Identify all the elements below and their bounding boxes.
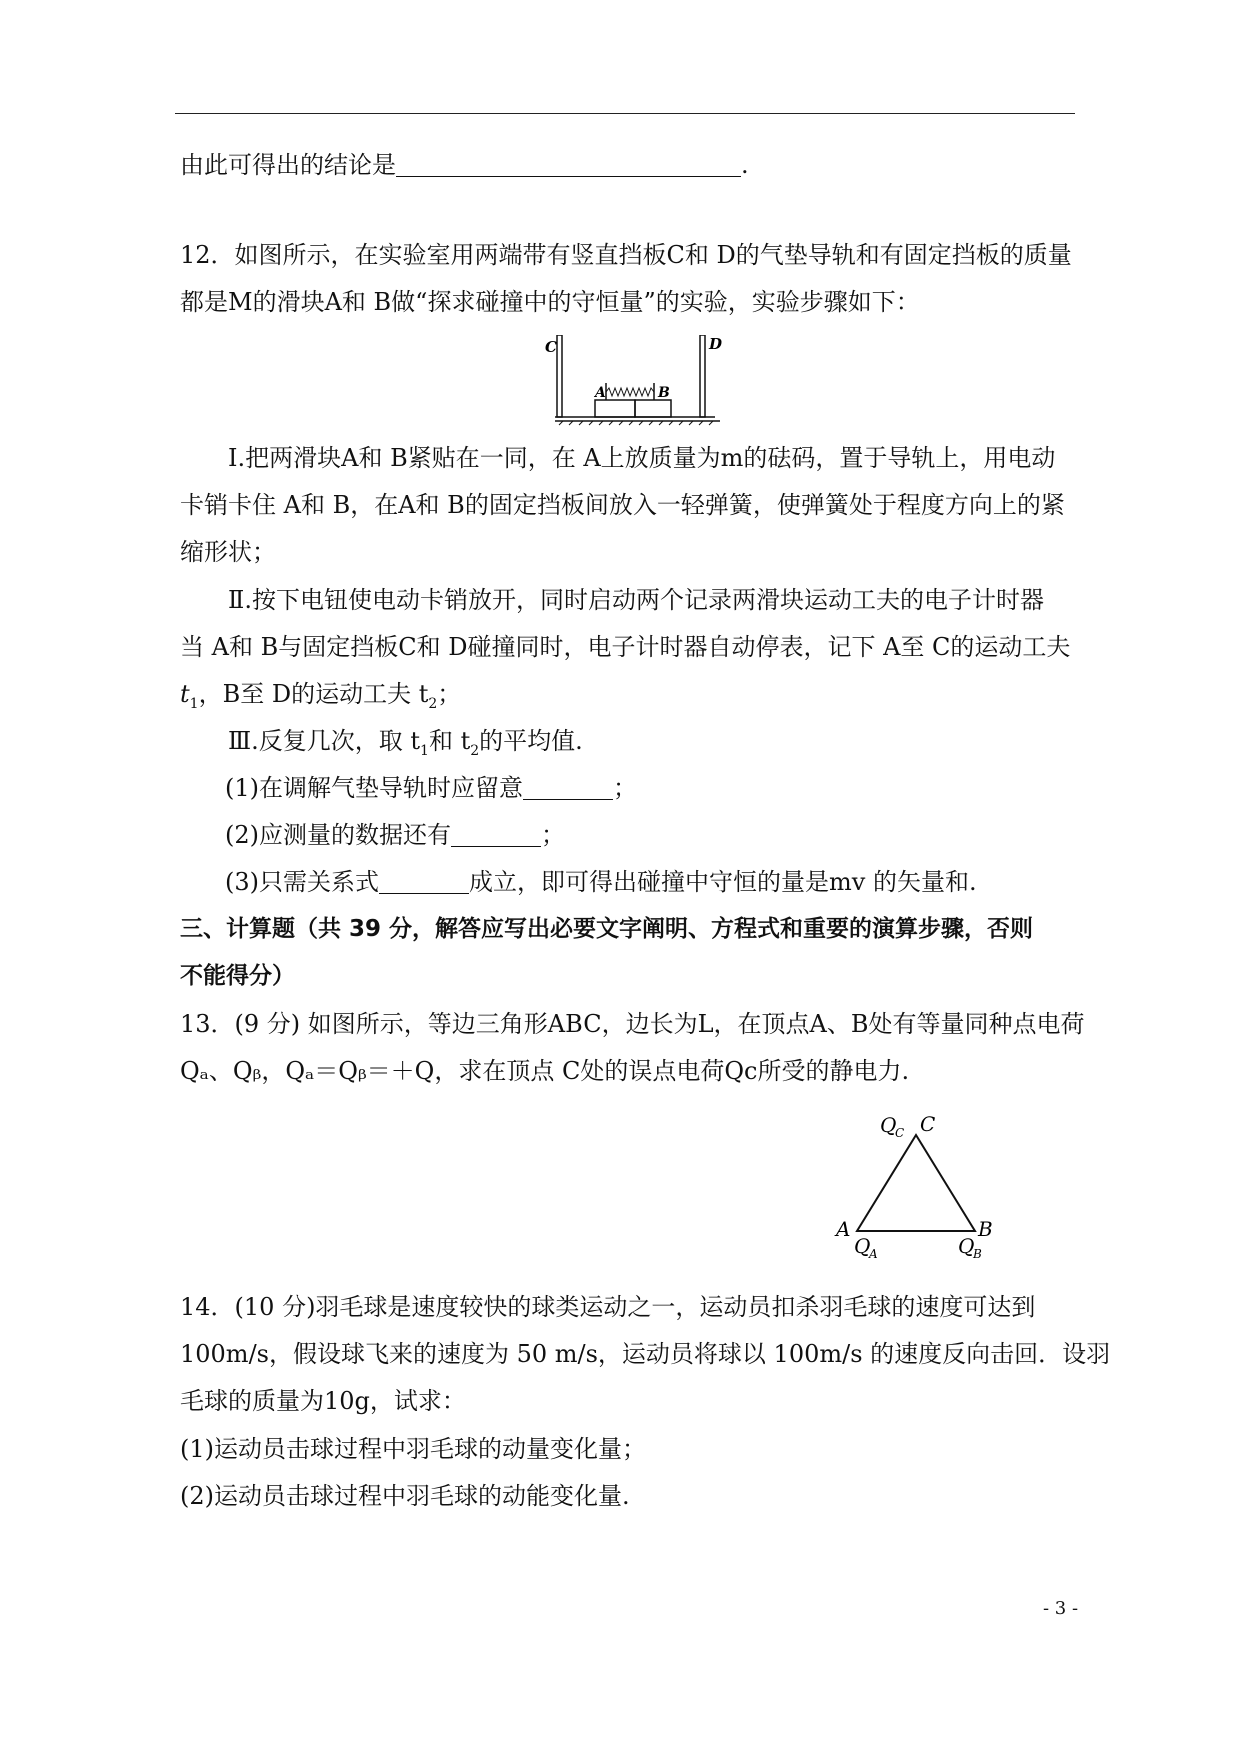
q14-sub1: (1)运动员击球过程中羽毛球的动量变化量； [180, 1435, 646, 1463]
q12-sub3: (3)只需关系式 成立，即可得出碰撞中守恒的量是mv 的矢量和. [225, 868, 977, 896]
section3-heading-line-1: 三、计算题（共 39 分，解答应写出必要文字阐明、方程式和重要的演算步骤，否则 [180, 916, 1034, 942]
label-qb: Q [958, 1234, 975, 1258]
label-qc: Q [880, 1113, 897, 1137]
q14-line-2: 100m/s，假设球飞来的速度为 50 m/s，运动员将球以 100m/s 的速度反向击回．设羽 [180, 1340, 1111, 1368]
label-vertex-a: A [836, 1217, 851, 1241]
q12-sub1-blank[interactable] [523, 773, 613, 800]
label-a: A [595, 385, 606, 401]
block-a [595, 400, 635, 417]
q12-step2-line-1: Ⅱ.按下电钮使电动卡销放开，同时启动两个记录两滑块运动工夫的电子计时器 [228, 586, 1044, 614]
q11-conclusion [180, 148, 749, 182]
q12-step2-line-2: 当 A和 B与固定挡板C和 D碰撞同时，电子计时器自动停表，记下 A至 C的运动工夫 [180, 633, 1071, 661]
q12-step3: Ⅲ.反复几次，取 $t_1$和 $t_2$的平均值. [228, 727, 583, 759]
triangle-abc [857, 1135, 975, 1231]
wall-c [557, 335, 562, 417]
q12-sub3-blank[interactable] [379, 867, 469, 894]
label-qb-sub: B [973, 1247, 982, 1260]
q11-answer-blank[interactable] [396, 150, 741, 177]
q11-conclusion-label: 由此可得出的结论是 [180, 151, 396, 179]
label-vertex-c: C [920, 1112, 936, 1136]
label-d: D [709, 335, 723, 353]
label-c: C [545, 338, 557, 356]
spring [606, 388, 654, 396]
wall-d [700, 335, 705, 417]
q12-step2-line-3: $t_1$，B至 D的运动工夫 $t_2$； [180, 680, 462, 712]
q12-sub2: (2)应测量的数据还有 ； [225, 821, 565, 849]
q12-sub1: (1)在调解气垫导轨时应留意 ； [225, 774, 637, 802]
q12-step1-line-2: 卡销卡住 A和 B，在A和 B的固定挡板间放入一轻弹簧，使弹簧处于程度方向上的紧 [180, 491, 1065, 519]
label-vertex-b: B [978, 1217, 993, 1241]
q14-line-3: 毛球的质量为10g，试求： [180, 1387, 466, 1415]
q12-step1-line-3: 缩形状； [180, 538, 276, 566]
label-qa: Q [854, 1234, 871, 1258]
q14-line-1: 14．(10 分)羽毛球是速度较快的球类运动之一，运动员扣杀羽毛球的速度可达到 [180, 1293, 1036, 1321]
label-b: B [658, 385, 670, 401]
block-b [635, 400, 671, 417]
q12-step1-line-1: Ⅰ.把两滑块A和 B紧贴在一同，在 A上放质量为m的砝码，置于导轨上，用电动 [228, 444, 1056, 472]
air-track-figure [545, 335, 735, 430]
q12-intro-line-2: 都是M的滑块A和 B做“探求碰撞中的守恒量”的实验，实验步骤如下： [180, 288, 920, 316]
triangle-figure [830, 1105, 1030, 1260]
q14-sub2: (2)运动员击球过程中羽毛球的动能变化量. [180, 1482, 630, 1510]
label-qa-sub: A [869, 1247, 878, 1260]
q12-sub2-blank[interactable] [451, 820, 541, 847]
page-number: - 3 - [1043, 1598, 1079, 1619]
label-qc-sub: C [895, 1126, 905, 1140]
q12-intro-line-1: 12．如图所示，在实验室用两端带有竖直挡板C和 D的气垫导轨和有固定挡板的质量 [180, 241, 1072, 269]
header-rule [175, 113, 1075, 114]
q11-period: . [741, 151, 749, 179]
q13-line-1: 13．(9 分) 如图所示，等边三角形ABC，边长为L，在顶点A、B处有等量同种点电荷 [180, 1010, 1085, 1038]
section3-heading-line-2: 不能得分） [180, 963, 295, 989]
q13-line-2: Qₐ、Qᵦ，Qₐ＝Qᵦ＝＋Q，求在顶点 C处的误点电荷Qc所受的静电力. [180, 1057, 910, 1085]
